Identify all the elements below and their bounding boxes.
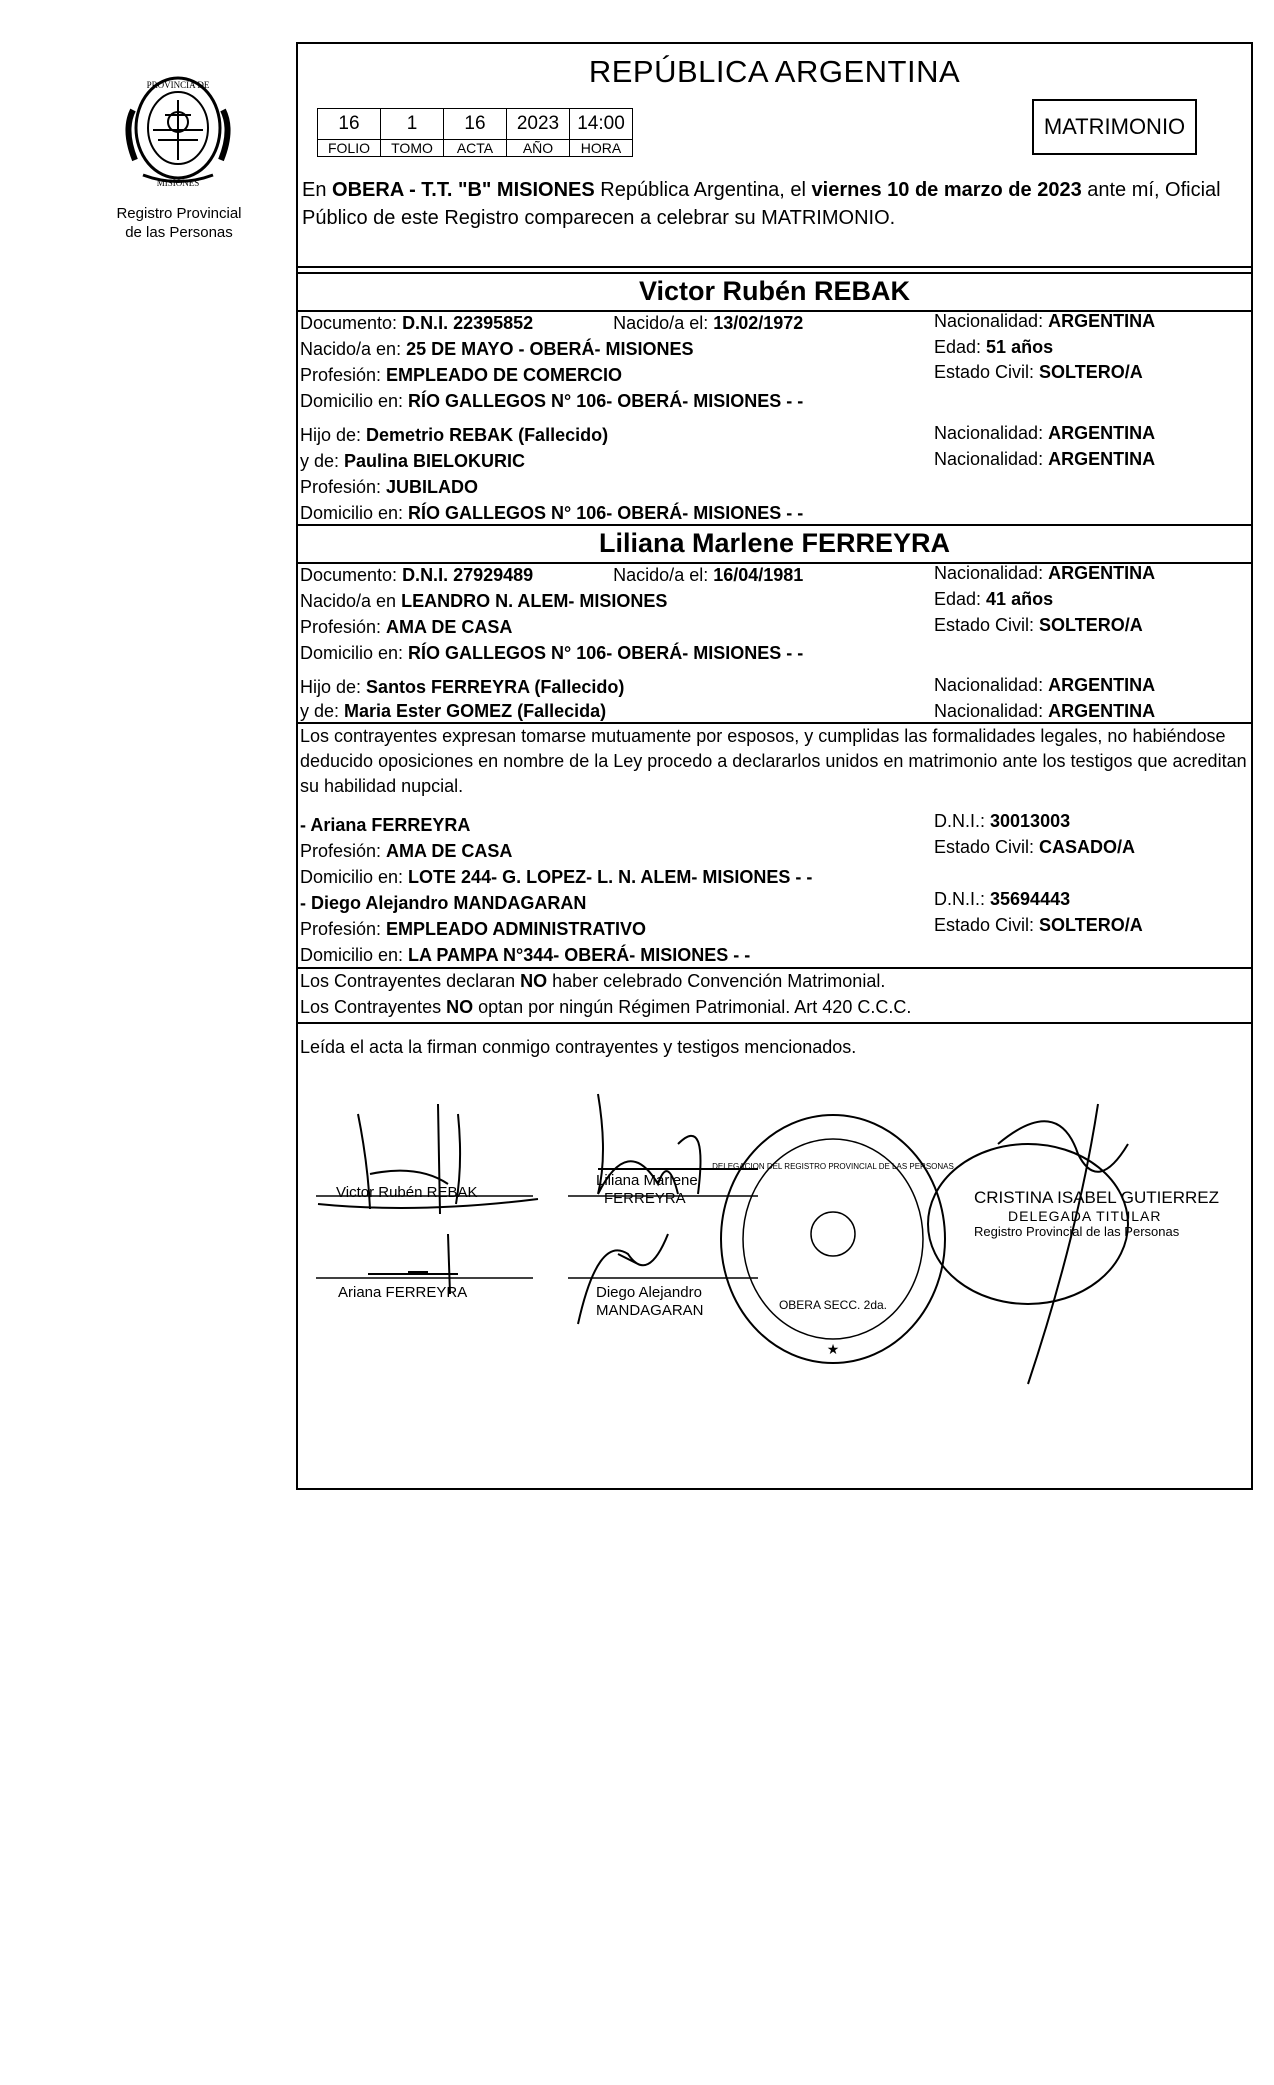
intro-part: ante mí, Oficial Público de este Registro comparecen a celebrar su MATRIMONIO. [302,179,1221,229]
stamp-inner-text: OBERA SECC. 2da. [778,1298,888,1312]
spouse1-father: Hijo de: Demetrio REBAK (Fallecido) [300,425,609,445]
spouse1-parent-address: Domicilio en: RÍO GALLEGOS N° 106- OBERÁ- MISIONES - - [300,503,804,523]
spouse1-mother-nat: Nacionalidad: ARGENTINA [934,449,1156,469]
anio-label: AÑO [507,140,570,157]
witness1-profession: Profesión: AMA DE CASA [300,841,513,861]
closing-text: Leída el acta la firman conmigo contrayentes y testigos mencionados. [300,1037,857,1057]
signature-label-spouse2-line1: Liliana Marlene [596,1172,698,1189]
note-convention: Los Contrayentes declaran NO haber celebrado Convención Matrimonial. [300,971,886,991]
divider [298,1022,1251,1024]
divider [298,967,1251,969]
act-type-box: MATRIMONIO [1032,99,1197,155]
spouse1-profession: Profesión: EMPLEADO DE COMERCIO [300,365,623,385]
marriage-act-document [296,42,1253,1490]
signature-label-spouse1: Victor Rubén REBAK [336,1184,478,1201]
witness1-dni: D.N.I.: 30013003 [934,811,1071,831]
official-office: Registro Provincial de las Personas [974,1224,1180,1239]
divider [298,272,1251,274]
spouse1-civil: Estado Civil: SOLTERO/A [934,362,1143,382]
spouse2-doc-row: Documento: D.N.I. 27929489 Nacido/a el: 16/04/1981 [300,565,804,585]
registry-label-line2: de las Personas [125,224,233,241]
hora-label: HORA [570,140,633,157]
signature-scribble [998,1104,1128,1384]
official-name: CRISTINA ISABEL GUTIERREZ [974,1188,1219,1207]
note-regime: Los Contrayentes NO optan por ningún Régimen Patrimonial. Art 420 C.C.C. [300,997,912,1017]
spouse2-civil: Estado Civil: SOLTERO/A [934,615,1143,635]
spouse2-profession: Profesión: AMA DE CASA [300,617,513,637]
intro-part: República Argentina, el [594,179,812,201]
spouse1-age: Edad: 51 años [934,337,1054,357]
spouse1-birthplace: Nacido/a en: 25 DE MAYO - OBERÁ- MISIONES [300,339,694,359]
seal-top-text: PROVINCIA DE [146,80,210,90]
registry-label [100,204,258,242]
spouse1-address: Domicilio en: RÍO GALLEGOS N° 106- OBERÁ- MISIONES - - [300,391,804,411]
divider [298,266,1251,268]
spouse2-name: Liliana Marlene FERREYRA [598,528,951,558]
signature-label-witness2-line2: MANDAGARAN [596,1302,704,1319]
provincial-seal-logo [113,70,243,190]
signature-label-witness2-line1: Diego Alejandro [596,1284,702,1301]
declaration-text: Los contrayentes expresan tomarse mutuamente por esposos, y cumplidas las formalidades legales, no habiéndose deducido oposiciones en nombre de la Ley procedo a declararlos unidos en matrimonio ante los testigos que acreditan su habilidad nupcial. [300,726,1247,796]
anio-value: 2023 [507,109,570,140]
witness1-civil: Estado Civil: CASADO/A [934,837,1136,857]
folio-label: FOLIO [318,140,381,157]
signature-label-witness1: Ariana FERREYRA [338,1284,468,1301]
intro-text [302,176,1252,232]
intro-date: viernes 10 de marzo de 2023 [811,179,1082,201]
official-stamp-block [974,1188,1219,1239]
spouse2-mother: y de: Maria Ester GOMEZ (Fallecida) [300,701,607,721]
acta-value: 16 [444,109,507,140]
hora-value: 14:00 [570,109,633,140]
registry-label-line1: Registro Provincial [116,205,242,222]
spouse2-age: Edad: 41 años [934,589,1054,609]
spouse2-nationality: Nacionalidad: ARGENTINA [934,563,1156,583]
acta-label: ACTA [444,140,507,157]
document-title: REPÚBLICA ARGENTINA [588,54,961,89]
spouse2-address: Domicilio en: RÍO GALLEGOS N° 106- OBERÁ- MISIONES - - [300,643,804,663]
witness2-dni: D.N.I.: 35694443 [934,889,1071,909]
spouse1-parent-profession: Profesión: JUBILADO [300,477,479,497]
signature-label-spouse2-line2: FERREYRA [604,1190,686,1207]
tomo-value: 1 [381,109,444,140]
spouse1-name: Victor Rubén REBAK [638,276,911,306]
witness1-name: - Ariana FERREYRA [300,815,471,835]
witness2-address: Domicilio en: LA PAMPA N°344- OBERÁ- MISIONES - - [300,945,751,965]
spouse2-father: Hijo de: Santos FERREYRA (Fallecido) [300,677,625,697]
stamp-star: ★ [826,1341,840,1357]
witness2-profession: Profesión: EMPLEADO ADMINISTRATIVO [300,919,647,939]
spouse1-father-nat: Nacionalidad: ARGENTINA [934,423,1156,443]
official-role: DELEGADA TITULAR [1008,1208,1162,1224]
spouse2-birthplace: Nacido/a en LEANDRO N. ALEM- MISIONES [300,591,668,611]
tomo-label: TOMO [381,140,444,157]
record-cells [317,108,633,157]
official-stamp [721,1115,945,1363]
stamp-ring-text: DELEGACION DEL REGISTRO PROVINCIAL DE LAS PERSONAS [712,1162,954,1171]
seal-bottom-text: MISIONES [156,178,200,188]
spouse1-nationality: Nacionalidad: ARGENTINA [934,311,1156,331]
spouse1-doc-row: Documento: D.N.I. 22395852 Nacido/a el: 13/02/1972 [300,313,804,333]
witness1-address: Domicilio en: LOTE 244- G. LOPEZ- L. N. ALEM- MISIONES - - [300,867,813,887]
folio-value: 16 [318,109,381,140]
witness2-civil: Estado Civil: SOLTERO/A [934,915,1143,935]
divider [298,524,1251,526]
intro-part: En [302,179,333,201]
spouse2-father-nat: Nacionalidad: ARGENTINA [934,675,1156,695]
intro-place: OBERA - T.T. "B" MISIONES [332,179,595,201]
spouse2-mother-nat: Nacionalidad: ARGENTINA [934,701,1156,721]
witness2-name: - Diego Alejandro MANDAGARAN [300,893,587,913]
spouse1-mother: y de: Paulina BIELOKURIC [300,451,526,471]
